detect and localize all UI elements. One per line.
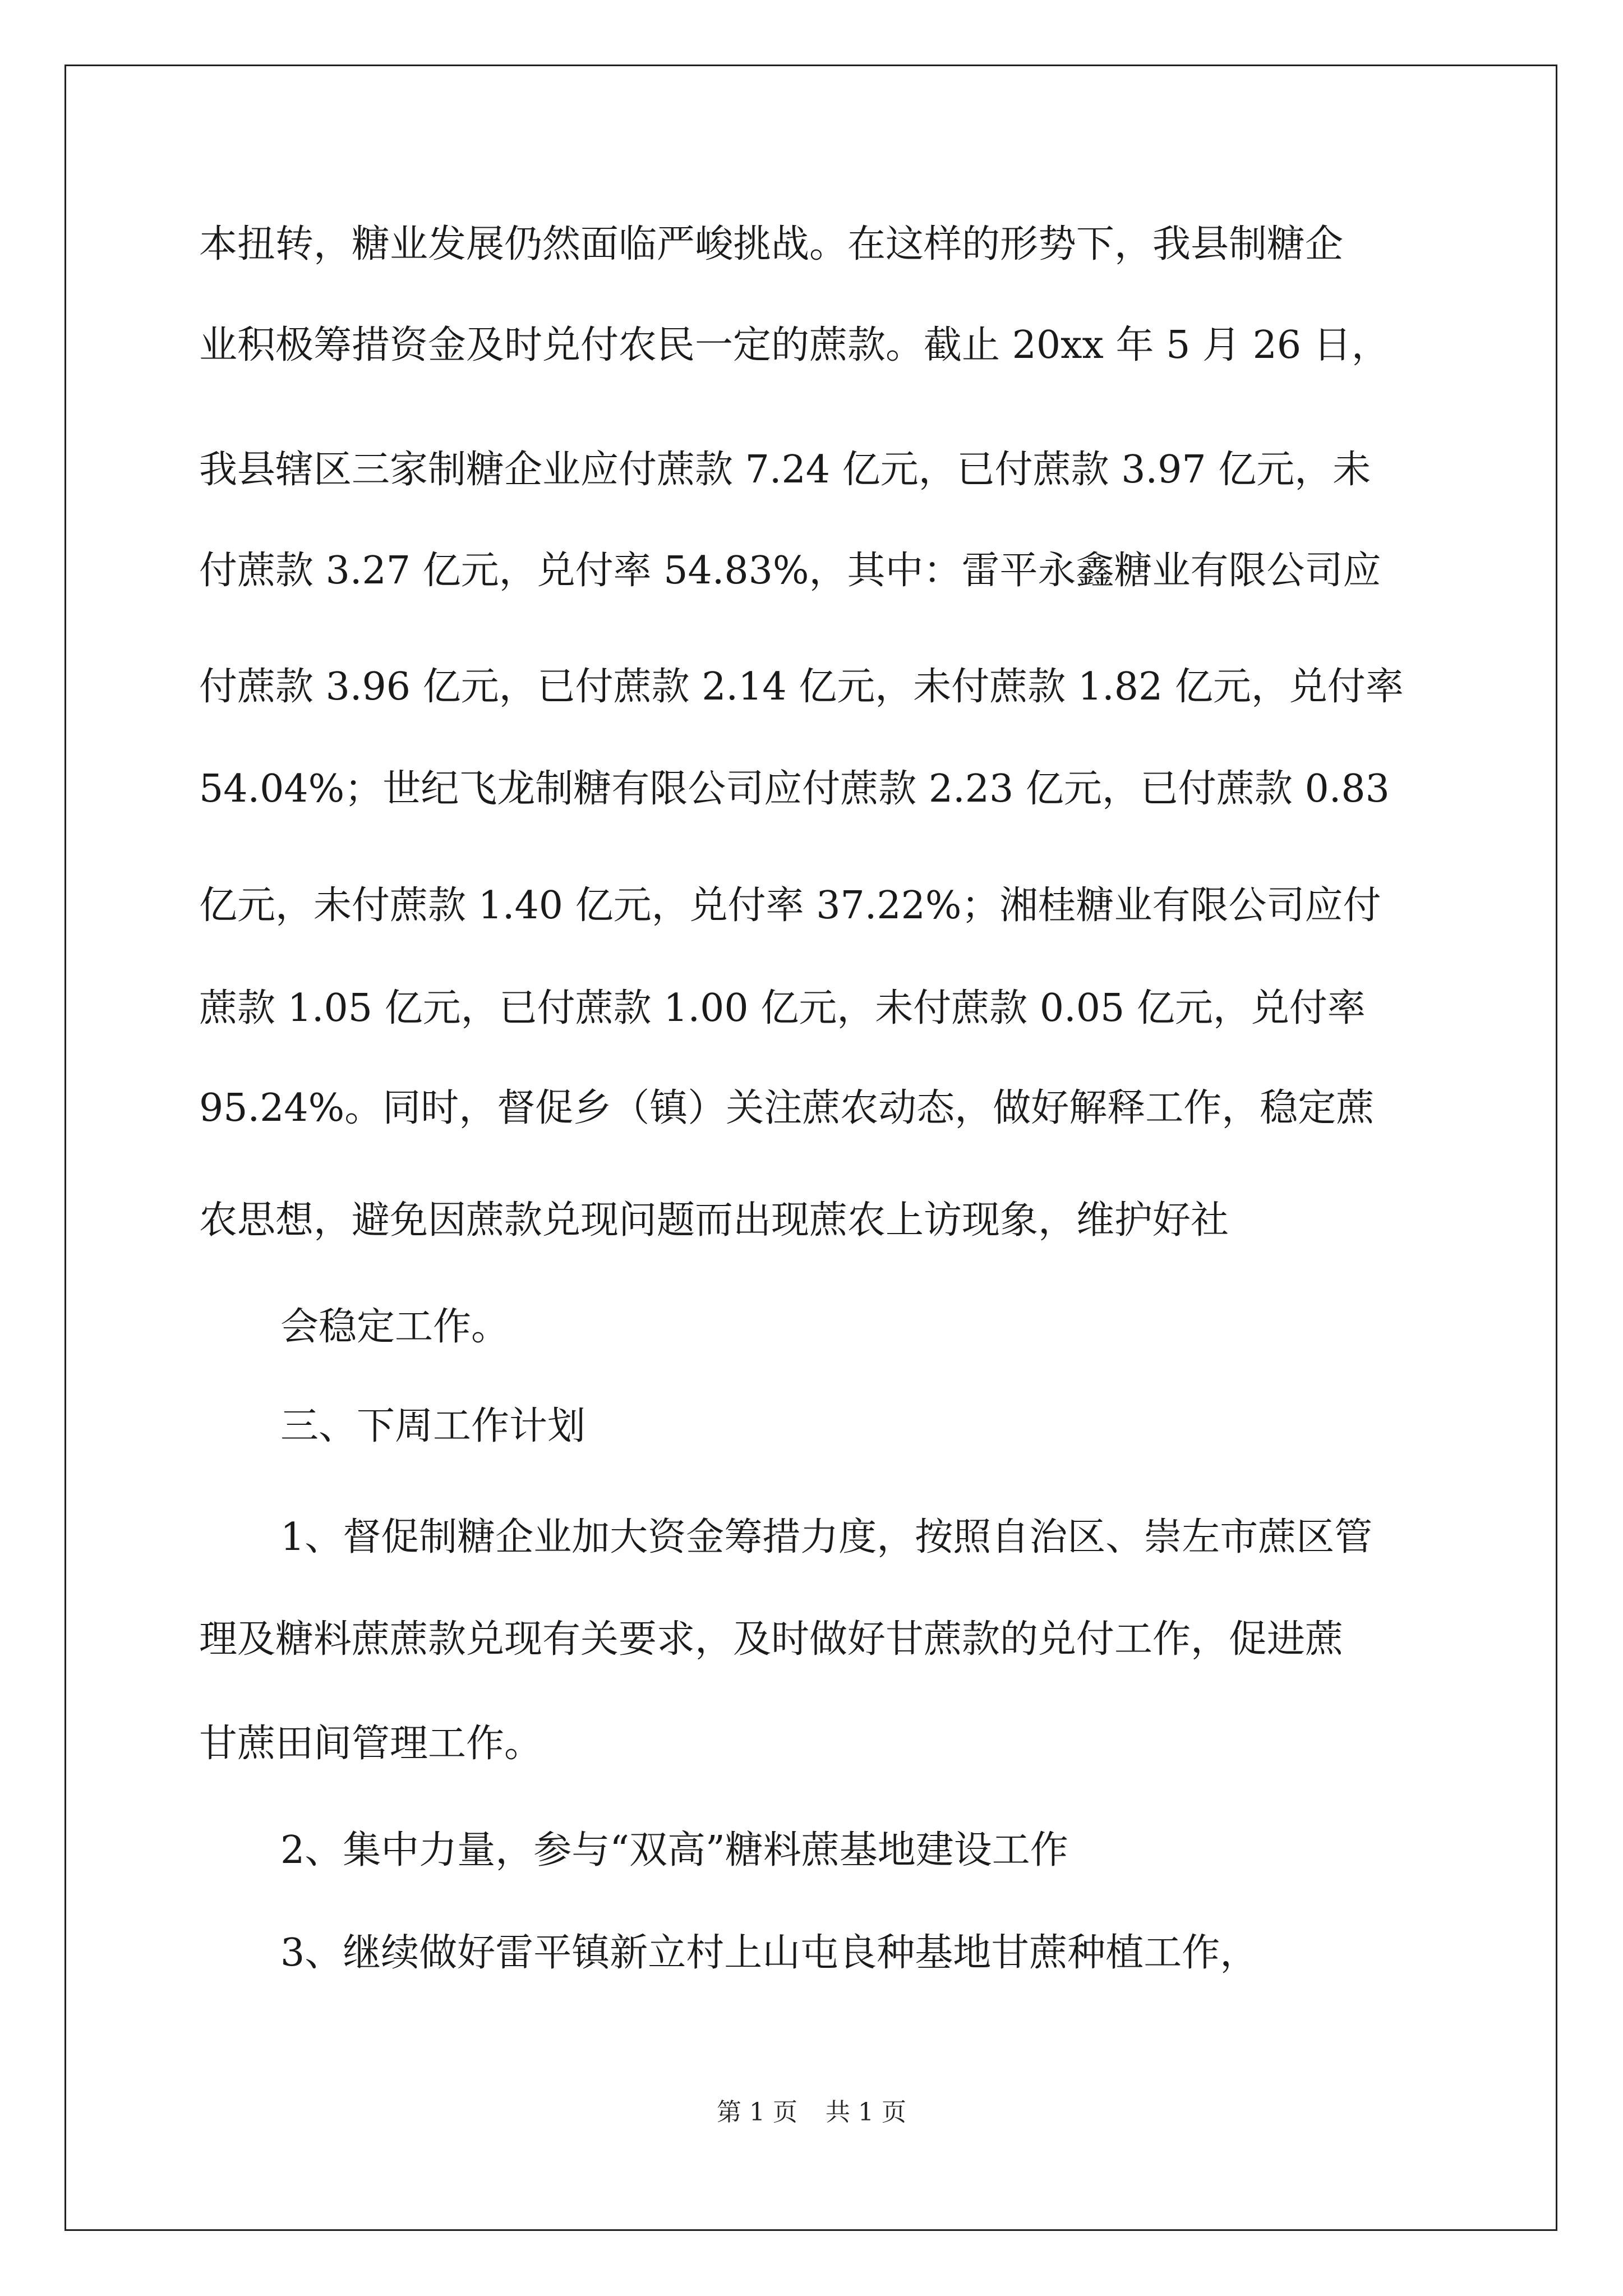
body-line-5: 付蔗款 3.96 亿元，已付蔗款 2.14 亿元，未付蔗款 1.82 亿元，兑付率 — [199, 665, 1404, 709]
body-line-2: 业积极筹措资金及时兑付农民一定的蔗款。截止 20xx 年 5 月 26 日， — [199, 323, 1390, 367]
body-line-7: 亿元，未付蔗款 1.40 亿元，兑付率 37.22%；湘桂糖业有限公司应付 — [199, 884, 1381, 928]
body-line-3: 我县辖区三家制糖企业应付蔗款 7.24 亿元，已付蔗款 3.97 亿元，未 — [199, 448, 1371, 492]
section-heading: 三、下周工作计划 — [280, 1404, 586, 1448]
page-border — [64, 65, 1557, 2231]
plan-item-1-line-3: 甘蔗田间管理工作。 — [199, 1722, 543, 1766]
body-line-6: 54.04%；世纪飞龙制糖有限公司应付蔗款 2.23 亿元，已付蔗款 0.83 — [199, 767, 1390, 811]
body-line-1: 本扭转，糖业发展仍然面临严峻挑战。在这样的形势下，我县制糖企 — [199, 222, 1344, 266]
body-line-4: 付蔗款 3.27 亿元，兑付率 54.83%，其中：雷平永鑫糖业有限公司应 — [199, 549, 1381, 593]
body-line-8: 蔗款 1.05 亿元，已付蔗款 1.00 亿元，未付蔗款 0.05 亿元，兑付率 — [199, 986, 1366, 1030]
plan-item-1-line-1: 1、督促制糖企业加大资金筹措力度，按照自治区、崇左市蔗区管 — [280, 1515, 1373, 1559]
plan-item-2: 2、集中力量，参与“双高”糖料蔗基地建设工作 — [280, 1828, 1068, 1872]
plan-item-1-line-2: 理及糖料蔗蔗款兑现有关要求，及时做好甘蔗款的兑付工作，促进蔗 — [199, 1617, 1344, 1662]
plan-item-3: 3、继续做好雷平镇新立村上山屯良种基地甘蔗种植工作， — [280, 1931, 1258, 1975]
page-footer — [0, 2097, 1623, 2128]
body-line-11: 会稳定工作。 — [280, 1305, 510, 1349]
page-number: 第 1 页 — [717, 2098, 797, 2127]
page-total: 共 1 页 — [826, 2098, 906, 2127]
body-line-10: 农思想，避免因蔗款兑现问题而出现蔗农上访现象，维护好社 — [199, 1198, 1229, 1243]
body-line-9: 95.24%。同时，督促乡（镇）关注蔗农动态，做好解释工作，稳定蔗 — [199, 1086, 1375, 1130]
